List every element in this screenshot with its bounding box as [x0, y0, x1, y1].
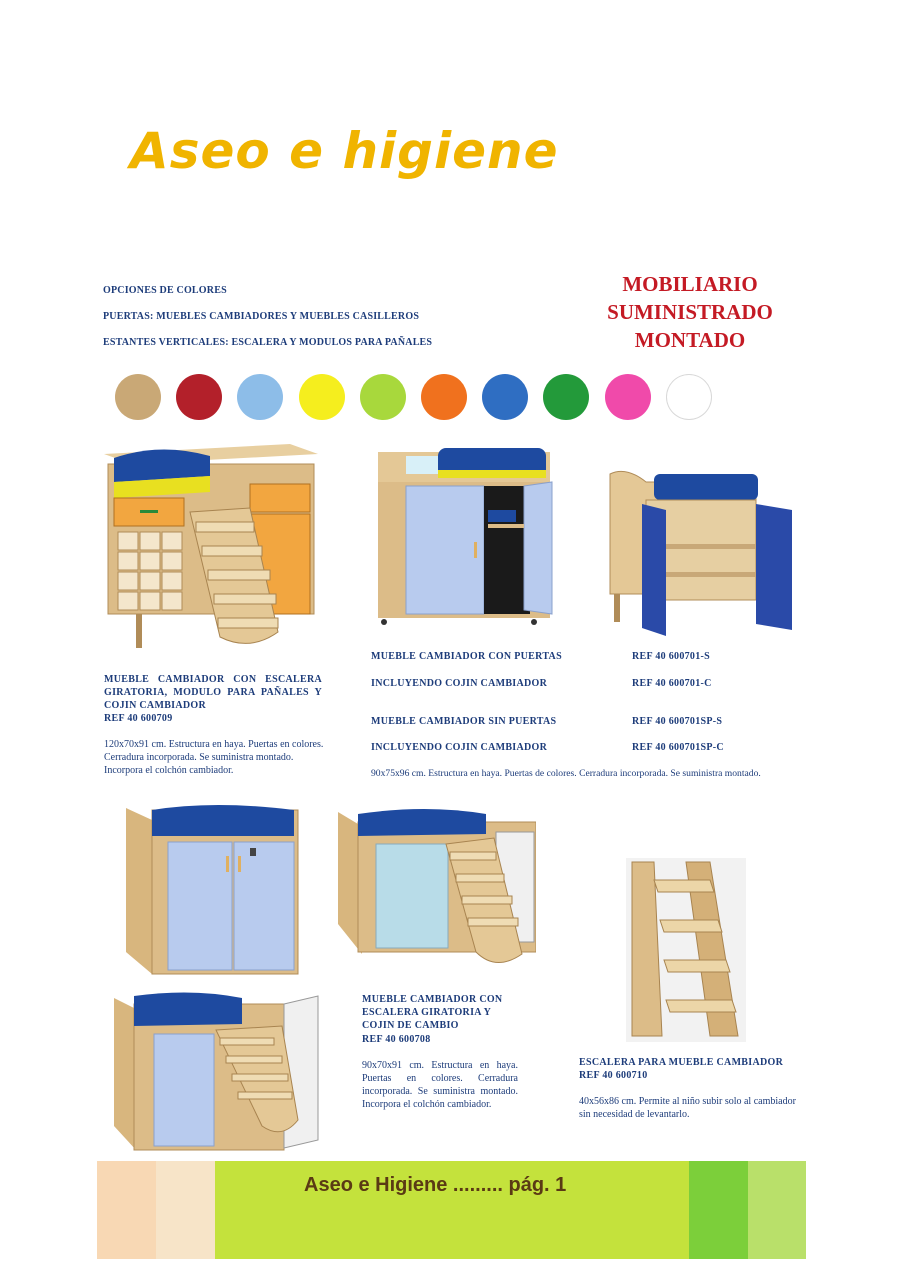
product-3-name: MUEBLE CAMBIADOR CON ESCALERA GIRATORIA Y COJIN DE CAMBIO [362, 994, 503, 1031]
product-1-desc: 120x70x91 cm. Estructura en haya. Puertas en colores. Cerradura incorporada. Se suministra montado. Incorpora el colchón cambiador. [104, 739, 324, 776]
product-2-row-3-ref: REF 40 600701SP-S [632, 716, 723, 727]
color-swatch [299, 374, 345, 420]
product-image-changer-with-doors [376, 446, 554, 626]
product-2-row-3-label: MUEBLE CAMBIADOR SIN PUERTAS [371, 716, 557, 727]
color-swatch [237, 374, 283, 420]
footer-band-segment [689, 1161, 748, 1259]
product-image-changer-open-shelves [606, 464, 798, 640]
color-options-doors: PUERTAS: MUEBLES CAMBIADORES Y MUEBLES CASILLEROS [103, 311, 420, 322]
footer-band-segment [748, 1161, 806, 1259]
product-image-changer-stairs-diaper-module [100, 442, 322, 650]
footer-band-segment [97, 1161, 156, 1259]
product-3-desc: 90x70x91 cm. Estructura en haya. Puertas en colores. Cerradura incorporada. Se suministra montado. Incorpora el colchón cambiador. [362, 1060, 518, 1110]
product-3-ref: REF 40 600708 [362, 1034, 431, 1045]
product-4-ref: REF 40 600710 [579, 1070, 648, 1081]
product-image-changer-stairs-door [112, 990, 320, 1152]
product-1-ref: REF 40 600709 [104, 713, 173, 724]
color-swatch [605, 374, 651, 420]
color-swatch [666, 374, 712, 420]
product-2-row-2-label: INCLUYENDO COJIN CAMBIADOR [371, 678, 548, 689]
footer-band-segment [156, 1161, 215, 1259]
page-title: Aseo e higiene [130, 122, 559, 180]
product-2-row-4-ref: REF 40 600701SP-C [632, 742, 724, 753]
product-4-name: ESCALERA PARA MUEBLE CAMBIADOR [579, 1057, 784, 1068]
color-options-heading: OPCIONES DE COLORES [103, 285, 227, 296]
color-swatch [482, 374, 528, 420]
footer-page-label: Aseo e Higiene ......... pág. 1 [304, 1174, 567, 1196]
color-swatch [421, 374, 467, 420]
product-2-desc: 90x75x96 cm. Estructura en haya. Puertas de colores. Cerradura incorporada. Se suministra montado. [371, 768, 761, 779]
color-swatch [360, 374, 406, 420]
montado-line-3: MONTADO [634, 328, 746, 352]
color-options-shelves: ESTANTES VERTICALES: ESCALERA Y MODULOS PARA PAÑALES [103, 337, 433, 348]
product-image-stairs [626, 858, 746, 1042]
color-swatch [176, 374, 222, 420]
product-2-row-1-label: MUEBLE CAMBIADOR CON PUERTAS [371, 651, 562, 662]
color-swatch [115, 374, 161, 420]
product-4-desc: 40x56x86 cm. Permite al niño subir solo al cambiador sin necesidad de levantarlo. [579, 1096, 796, 1120]
montado-line-2: SUMINISTRADO [607, 300, 773, 324]
product-image-changer-giratoria [336, 804, 536, 968]
product-image-changer-closed [124, 802, 300, 976]
product-2-row-2-ref: REF 40 600701-C [632, 678, 712, 689]
product-2-row-4-label: INCLUYENDO COJIN CAMBIADOR [371, 742, 548, 753]
product-1-name: MUEBLE CAMBIADOR CON ESCALERA GIRATORIA, MODULO PARA PAÑALES Y COJIN CAMBIADOR [104, 674, 322, 711]
color-swatch [543, 374, 589, 420]
montado-line-1: MOBILIARIO [622, 272, 758, 296]
product-2-row-1-ref: REF 40 600701-S [632, 651, 711, 662]
mobiliario-montado-heading [590, 270, 790, 354]
